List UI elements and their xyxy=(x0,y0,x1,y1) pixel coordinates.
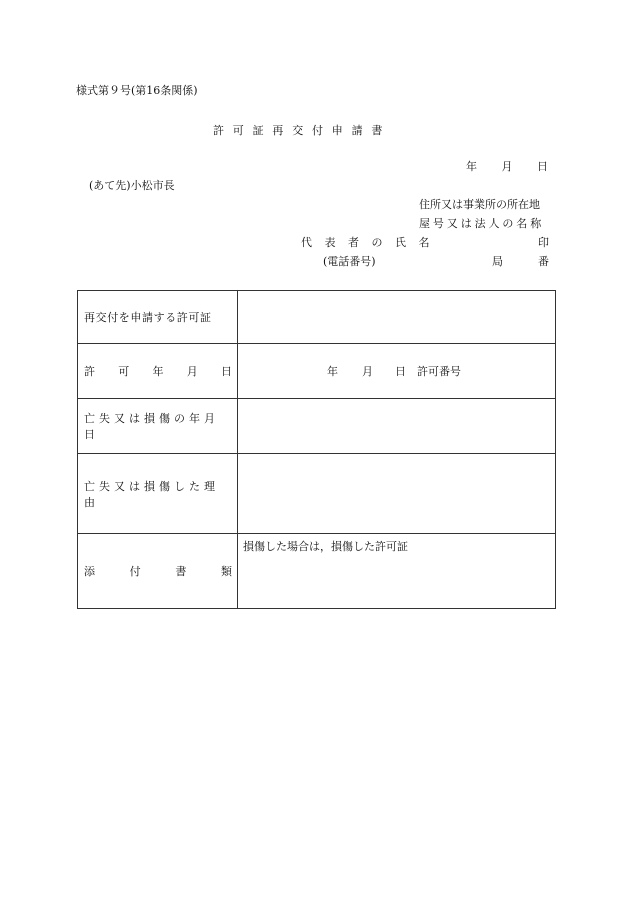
row-label-cell xyxy=(78,344,238,399)
attachments-text: 損傷した場合は，損傷した許可証 xyxy=(243,540,408,553)
application-table xyxy=(77,290,556,609)
table-row xyxy=(78,534,556,609)
date-month-label: 月 xyxy=(501,160,513,173)
address-label: 住所又は事業所の所在地 xyxy=(419,198,540,211)
table-row xyxy=(78,399,556,454)
representative-label: 代表者の氏名 xyxy=(301,236,442,249)
form-number: 様式第９号(第16条関係) xyxy=(76,84,198,97)
addressee: (あて先)小松市長 xyxy=(89,179,175,192)
permit-to-reissue-value[interactable] xyxy=(238,291,556,344)
row-label-cell xyxy=(78,399,238,454)
row-label: 再交付を申請する許可証 xyxy=(84,311,212,324)
permit-month-label: 月 xyxy=(362,365,373,378)
table-row xyxy=(78,291,556,344)
permit-date-value[interactable] xyxy=(238,344,556,399)
attachments-value[interactable] xyxy=(238,534,556,609)
row-label-cell xyxy=(78,291,238,344)
table-row xyxy=(78,344,556,399)
loss-date-value[interactable] xyxy=(238,399,556,454)
row-label: 許 可 年 月 日 xyxy=(84,365,232,378)
table-row xyxy=(78,454,556,534)
row-label: 亡失又は損傷した理由 xyxy=(84,479,219,509)
business-name-label: 屋号又は法人の名称 xyxy=(419,217,545,230)
date-line xyxy=(466,161,548,172)
date-year-label: 年 xyxy=(466,160,477,173)
permit-day-label: 日 xyxy=(395,365,406,378)
phone-exchange-label: 局 xyxy=(492,255,503,268)
row-label-cell xyxy=(78,534,238,609)
permit-year-label: 年 xyxy=(327,365,338,378)
row-label: 亡失又は損傷の年月日 xyxy=(84,412,219,441)
date-day-label: 日 xyxy=(537,160,548,173)
row-label: 添 付 書 類 xyxy=(84,565,232,578)
loss-reason-value[interactable] xyxy=(238,454,556,534)
permit-number-label: 許可番号 xyxy=(417,365,461,378)
seal-mark: 印 xyxy=(538,236,549,249)
phone-number-label: 番 xyxy=(538,255,549,268)
phone-label: (電話番号) xyxy=(323,255,376,268)
document-title: 許可証再交付申請書 xyxy=(213,124,392,137)
row-label-cell xyxy=(78,454,238,534)
